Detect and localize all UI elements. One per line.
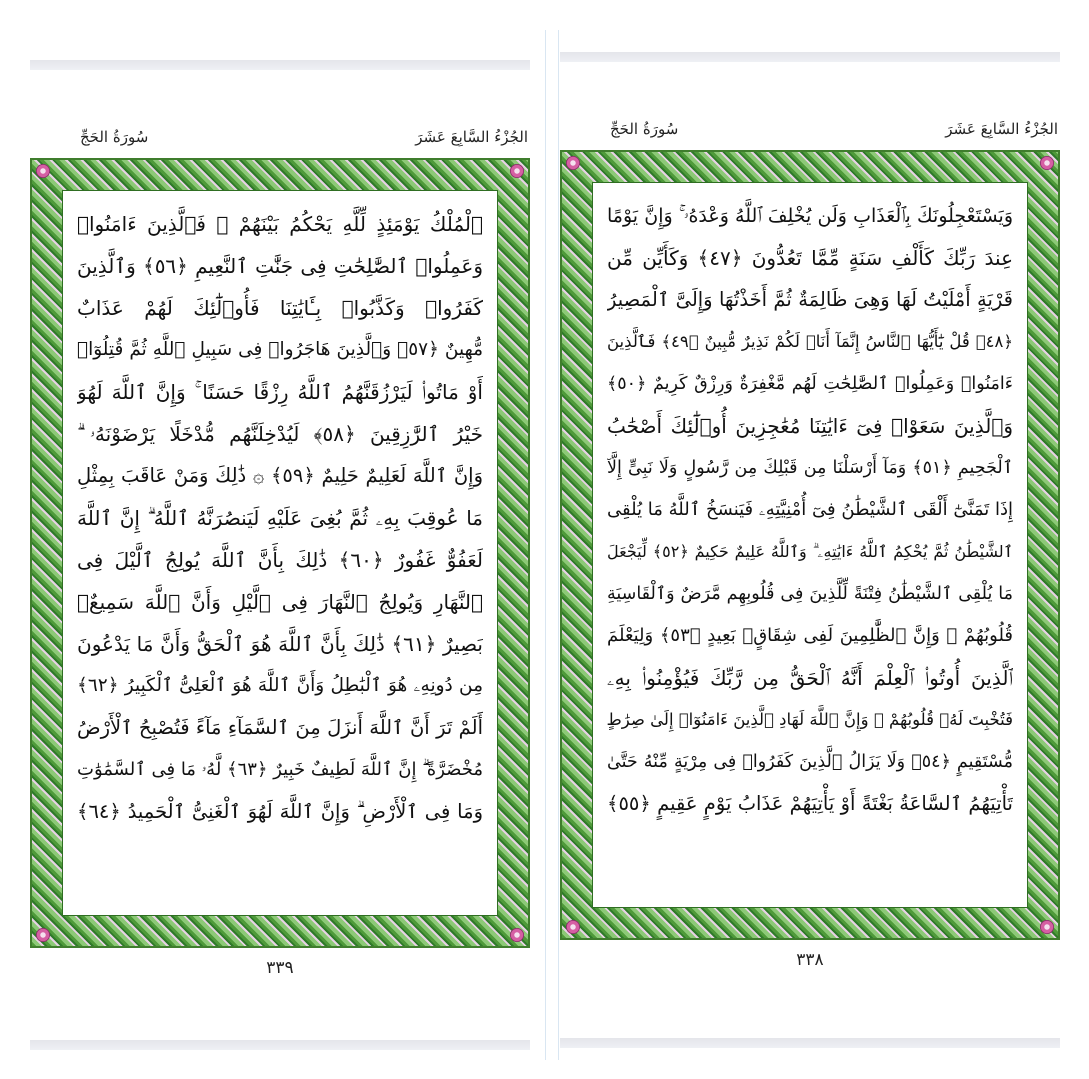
juz-label: الجُزْءُ السَّابِعَ عَشَرَ — [415, 128, 528, 146]
verse-line: وَمَا فِى ٱلْأَرْضِ ۗ وَإِنَّ ٱللَّهَ لَهُوَ ٱلْغَنِىُّ ٱلْحَمِيدُ ﴿٦٤﴾ — [77, 800, 483, 823]
page-bottom-strip — [30, 1040, 530, 1050]
page-header — [30, 122, 530, 152]
verse-line: أَوْ مَاتُوا۟ لَيَرْزُقَنَّهُمُ ٱللَّهُ رِزْقًا حَسَنًا ۚ وَإِنَّ ٱللَّهَ لَهُوَ — [77, 380, 483, 404]
verse-line: ءَامَنُوا۟ وَعَمِلُوا۟ ٱلصَّٰلِحَٰتِ لَهُم مَّغْفِرَةٌ وَرِزْقٌ كَرِيمٌ ﴿٥٠﴾ — [607, 374, 1013, 394]
juz-label: الجُزْءُ السَّابِعَ عَشَرَ — [945, 120, 1058, 138]
verse-line: قُلُوبُهُمْ ۗ وَإِنَّ ٱلظَّٰلِمِينَ لَفِى شِقَاقٍۭ بَعِيدٍ ﴿٥٣﴾ وَلِيَعْلَمَ — [607, 625, 1013, 646]
page-header — [560, 114, 1060, 144]
verse-line: وَإِنَّ ٱللَّهَ لَعَلِيمٌ حَلِيمٌ ﴿٥٩﴾ ۞ ذَٰلِكَ وَمَنْ عَاقَبَ بِمِثْلِ — [77, 464, 483, 487]
verse-line: ٱلنَّهَارِ وَيُولِجُ ٱلنَّهَارَ فِى ٱلَّيْلِ وَأَنَّ ٱللَّهَ سَمِيعٌۢ — [77, 590, 483, 614]
verse-line: كَفَرُوا۟ وَكَذَّبُوا۟ بِـَٔايَٰتِنَا فَأُو۟لَٰٓئِكَ لَهُمْ عَذَابٌ — [77, 296, 483, 320]
verse-line: وَٱلَّذِينَ سَعَوْا۟ فِىٓ ءَايَٰتِنَا مُعَٰجِزِينَ أُو۟لَٰٓئِكَ أَصْحَٰبُ — [607, 414, 1013, 438]
page-top-strip — [560, 52, 1060, 62]
sura-label: سُورَةُ الحَجِّ — [610, 120, 679, 138]
verse-line: ٱلَّذِينَ أُوتُوا۟ ٱلْعِلْمَ أَنَّهُ ٱلْحَقُّ مِن رَّبِّكَ فَيُؤْمِنُوا۟ بِهِۦ — [607, 666, 1013, 690]
verse-text-area — [592, 182, 1028, 908]
flower-ornament-icon — [1040, 156, 1054, 170]
verse-line: مُّسْتَقِيمٍ ﴿٥٤﴾ وَلَا يَزَالُ ٱلَّذِينَ كَفَرُوا۟ فِى مِرْيَةٍ مِّنْهُ حَتَّىٰ — [607, 752, 1013, 772]
flower-ornament-icon — [566, 156, 580, 170]
verse-line: قَرْيَةٍ أَمْلَيْتُ لَهَا وَهِىَ ظَالِمَةٌ ثُمَّ أَخَذْتُهَا وَإِلَىَّ ٱلْمَصِيرُ — [607, 288, 1013, 311]
verse-line: مُخْضَرَّةً ۗ إِنَّ ٱللَّهَ لَطِيفٌ خَبِيرٌ ﴿٦٣﴾ لَّهُۥ مَا فِى ٱلسَّمَٰوَٰتِ — [77, 759, 483, 780]
verse-line: مَا يُلْقِى ٱلشَّيْطَٰنُ فِتْنَةً لِّلَّذِينَ فِى قُلُوبِهِم مَّرَضٌ وَٱلْقَاسِيَةِ — [607, 584, 1013, 604]
verse-line: وَيَسْتَعْجِلُونَكَ بِٱلْعَذَابِ وَلَن يُخْلِفَ ٱللَّهُ وَعْدَهُۥ ۚ وَإِنَّ يَوْمًا — [607, 205, 1013, 227]
page-number: ٣٣٩ — [266, 958, 294, 978]
ornamental-frame — [30, 158, 530, 948]
ornamental-frame — [560, 150, 1060, 940]
flower-ornament-icon — [566, 920, 580, 934]
verse-line: تَأْتِيَهُمُ ٱلسَّاعَةُ بَغْتَةً أَوْ يَأْتِيَهُمْ عَذَابُ يَوْمٍ عَقِيمٍ ﴿٥٥﴾ — [607, 792, 1013, 815]
center-divider — [545, 30, 546, 1060]
verse-line: بَصِيرٌ ﴿٦١﴾ ذَٰلِكَ بِأَنَّ ٱللَّهَ هُوَ ٱلْحَقُّ وَأَنَّ مَا يَدْعُونَ — [77, 632, 483, 656]
flower-ornament-icon — [36, 164, 50, 178]
flower-ornament-icon — [510, 928, 524, 942]
page-bottom-strip — [560, 1038, 1060, 1048]
flower-ornament-icon — [36, 928, 50, 942]
sura-label: سُورَةُ الحَجِّ — [80, 128, 149, 146]
verse-line: أَلَمْ تَرَ أَنَّ ٱللَّهَ أَنزَلَ مِنَ ٱلسَّمَآءِ مَآءً فَتُصْبِحُ ٱلْأَرْضُ — [77, 716, 483, 739]
verse-line: لَعَفُوٌّ غَفُورٌ ﴿٦٠﴾ ذَٰلِكَ بِأَنَّ ٱللَّهَ يُولِجُ ٱلَّيْلَ فِى — [77, 548, 483, 572]
page-number: ٣٣٨ — [796, 950, 824, 970]
verse-line: مُّهِينٌ ﴿٥٧﴾ وَٱلَّذِينَ هَاجَرُوا۟ فِى سَبِيلِ ٱللَّهِ ثُمَّ قُتِلُوٓا۟ — [77, 339, 483, 360]
verse-line: فَتُخْبِتَ لَهُۥ قُلُوبُهُمْ ۗ وَإِنَّ ٱللَّهَ لَهَادِ ٱلَّذِينَ ءَامَنُوٓا۟ إِلَىٰ صِرَٰطٍ — [607, 710, 1013, 729]
flower-ornament-icon — [510, 164, 524, 178]
verse-line: مِن دُونِهِۦ هُوَ ٱلْبَٰطِلُ وَأَنَّ ٱللَّهَ هُوَ ٱلْعَلِىُّ ٱلْكَبِيرُ ﴿٦٢﴾ — [77, 675, 483, 696]
verse-text-area — [62, 190, 498, 916]
flower-ornament-icon — [1040, 920, 1054, 934]
quran-page-right — [560, 52, 1060, 1048]
quran-page-left — [30, 60, 530, 1050]
verse-line: ٱلْجَحِيمِ ﴿٥١﴾ وَمَآ أَرْسَلْنَا مِن قَبْلِكَ مِن رَّسُولٍ وَلَا نَبِىٍّ إِلَّآ — [607, 458, 1013, 478]
verse-line: عِندَ رَبِّكَ كَأَلْفِ سَنَةٍ مِّمَّا تَعُدُّونَ ﴿٤٧﴾ وَكَأَيِّن مِّن — [607, 246, 1013, 270]
verse-line: إِذَا تَمَنَّىٰٓ أَلْقَى ٱلشَّيْطَٰنُ فِىٓ أُمْنِيَّتِهِۦ فَيَنسَخُ ٱللَّهُ مَا يُلْقِى — [607, 499, 1013, 520]
verse-line: ﴿٤٨﴾ قُلْ يَٰٓأَيُّهَا ٱلنَّاسُ إِنَّمَآ أَنَا۠ لَكُمْ نَذِيرٌ مُّبِينٌ ﴿٤٩﴾ فَٱلَّذِينَ — [607, 332, 1013, 351]
verse-line: ٱلشَّيْطَٰنُ ثُمَّ يُحْكِمُ ٱللَّهُ ءَايَٰتِهِۦ ۗ وَٱللَّهُ عَلِيمٌ حَكِيمٌ ﴿٥٢﴾ لِّيَجْعَلَ — [607, 542, 1013, 561]
verse-line: مَا عُوقِبَ بِهِۦ ثُمَّ بُغِىَ عَلَيْهِ لَيَنصُرَنَّهُ ٱللَّهُ ۗ إِنَّ ٱللَّهَ — [77, 506, 483, 530]
verse-line: ٱلْمُلْكُ يَوْمَئِذٍ لِّلَّهِ يَحْكُمُ بَيْنَهُمْ ۚ فَٱلَّذِينَ ءَامَنُوا۟ — [77, 212, 483, 236]
center-divider — [558, 30, 559, 1060]
verse-line: وَعَمِلُوا۟ ٱلصَّٰلِحَٰتِ فِى جَنَّٰتِ ٱلنَّعِيمِ ﴿٥٦﴾ وَٱلَّذِينَ — [77, 254, 483, 278]
verse-line: خَيْرُ ٱلرَّٰزِقِينَ ﴿٥٨﴾ لَيُدْخِلَنَّهُم مُّدْخَلًا يَرْضَوْنَهُۥ ۗ — [77, 422, 483, 446]
page-top-strip — [30, 60, 530, 70]
